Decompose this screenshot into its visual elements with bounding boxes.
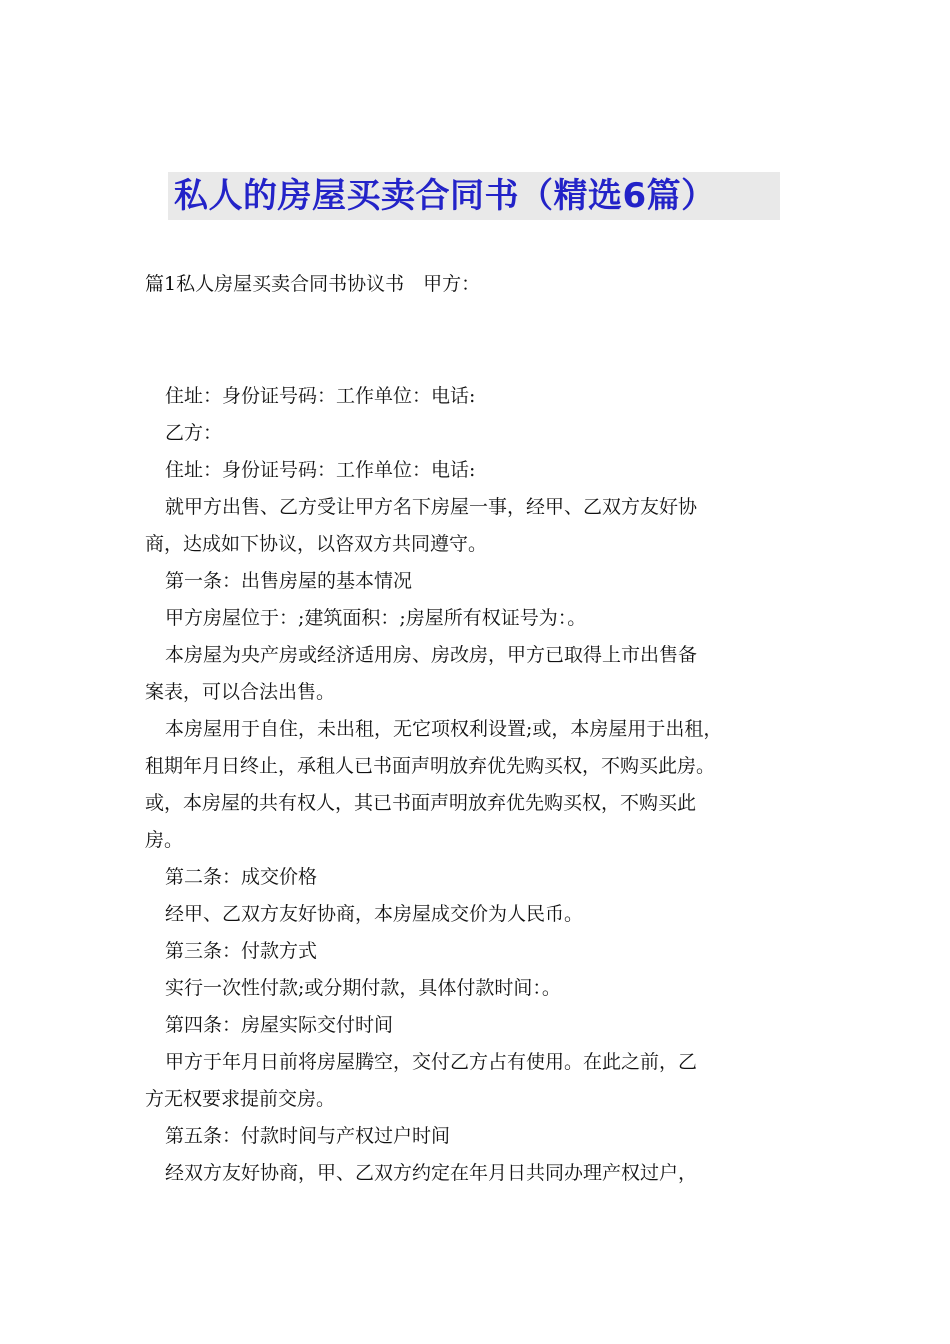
article-heading: 第五条：付款时间与产权过户时间 xyxy=(165,1125,451,1147)
paragraph: 经双方友好协商，甲、乙双方约定在年月日共同办理产权过户， xyxy=(165,1162,698,1184)
paragraph: 本房屋用于自住，未出租，无它项权利设置;或，本房屋用于出租， 租期年月日终止，承租人已书面声明放弃优先购买权，不购买此房。 或，本房屋的共有权人，其已书面声明放弃优先购买权，不购买此 房。 xyxy=(145,718,723,851)
article-heading: 第一条：出售房屋的基本情况 xyxy=(165,570,413,592)
document-title: 私人的房屋买卖合同书（精选6篇） xyxy=(174,176,716,216)
paragraph: 乙方： xyxy=(165,422,223,444)
article-heading: 第四条：房屋实际交付时间 xyxy=(165,1014,394,1036)
paragraph: 实行一次性付款;或分期付款，具体付款时间：。 xyxy=(165,977,561,999)
paragraph: 本房屋为央产房或经济适用房、房改房，甲方已取得上市出售备 案表，可以合法出售。 xyxy=(145,644,698,703)
document-body xyxy=(145,378,810,1192)
paragraph: 甲方于年月日前将房屋腾空，交付乙方占有使用。在此之前，乙 方无权要求提前交房。 xyxy=(145,1051,698,1110)
article-heading: 第三条：付款方式 xyxy=(165,940,318,962)
intro-line: 篇1私人房屋买卖合同书协议书 甲方： xyxy=(145,273,481,295)
paragraph: 就甲方出售、乙方受让甲方名下房屋一事，经甲、乙双方友好协 商，达成如下协议，以咨双方共同遵守。 xyxy=(145,496,698,555)
paragraph: 经甲、乙双方友好协商，本房屋成交价为人民币。 xyxy=(165,903,584,925)
paragraph: 住址：身份证号码：工作单位：电话: xyxy=(165,459,476,481)
paragraph: 住址：身份证号码：工作单位：电话: xyxy=(165,385,476,407)
article-heading: 第二条：成交价格 xyxy=(165,866,318,888)
paragraph: 甲方房屋位于：;建筑面积：;房屋所有权证号为：。 xyxy=(165,607,587,629)
